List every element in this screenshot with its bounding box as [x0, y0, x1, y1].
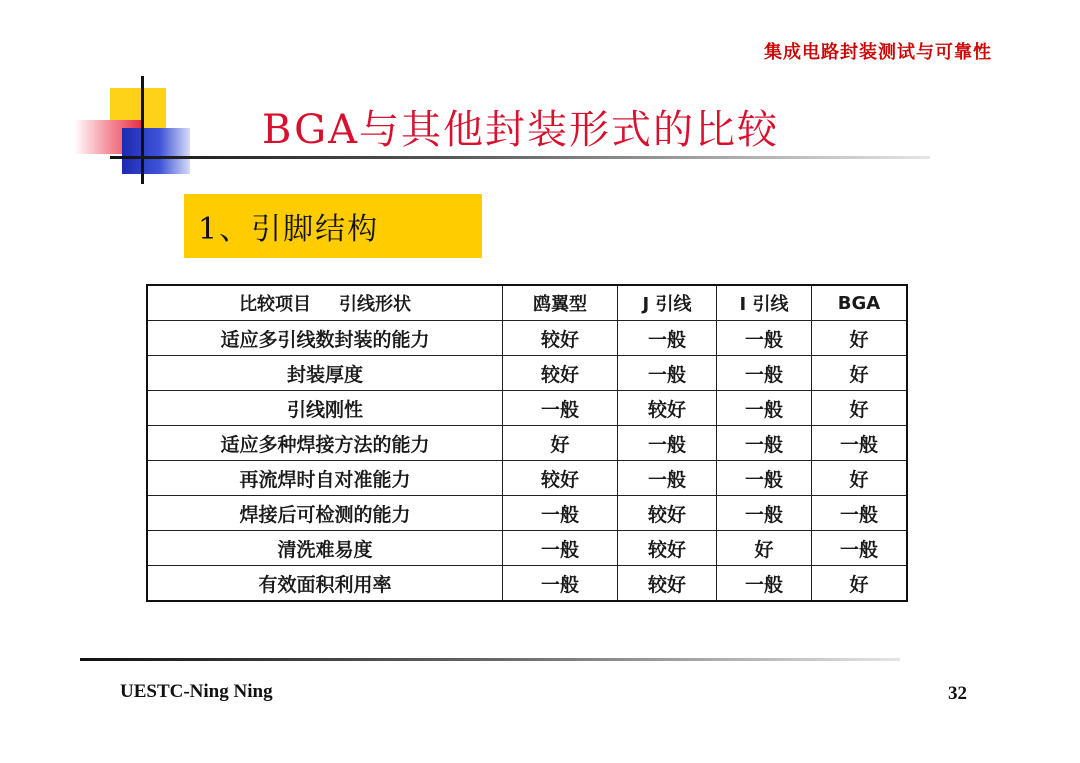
cell-value: 较好 [618, 531, 717, 566]
cell-value: 好 [812, 566, 908, 602]
cell-value: 一般 [717, 426, 812, 461]
footer-author: UESTC-Ning Ning [120, 681, 273, 702]
row-label: 有效面积利用率 [147, 566, 503, 602]
row-label: 适应多引线数封装的能力 [147, 321, 503, 356]
header-cell-bga: BGA [812, 285, 908, 321]
cell-value: 较好 [618, 496, 717, 531]
section-heading-box [184, 194, 482, 258]
cell-value: 较好 [618, 566, 717, 602]
cell-value: 一般 [503, 566, 618, 602]
header-shape-label: 引线形状 [339, 294, 411, 315]
cell-value: 好 [812, 356, 908, 391]
row-label: 再流焊时自对准能力 [147, 461, 503, 496]
cell-value: 一般 [717, 566, 812, 602]
cell-value: 一般 [717, 356, 812, 391]
cell-value: 一般 [503, 391, 618, 426]
course-title: 集成电路封装测试与可靠性 [764, 42, 992, 63]
row-label: 封装厚度 [147, 356, 503, 391]
cell-value: 一般 [812, 496, 908, 531]
cell-value: 好 [812, 461, 908, 496]
cell-value: 好 [812, 321, 908, 356]
cell-value: 好 [812, 391, 908, 426]
row-label: 适应多种焊接方法的能力 [147, 426, 503, 461]
cell-value: 好 [503, 426, 618, 461]
cell-value: 一般 [618, 426, 717, 461]
cell-value: 一般 [812, 426, 908, 461]
decor-blue-block [122, 128, 190, 174]
page-number: 32 [948, 683, 967, 704]
section-label: 1、引脚结构 [198, 212, 380, 247]
header-cell-i-lead: I 引线 [717, 285, 812, 321]
header-cell-gull-wing: 鸥翼型 [503, 285, 618, 321]
row-label: 焊接后可检测的能力 [147, 496, 503, 531]
cell-value: 一般 [717, 321, 812, 356]
table-row [147, 461, 907, 496]
cell-value: 一般 [618, 356, 717, 391]
row-label: 清洗难易度 [147, 531, 503, 566]
header-cell-item [147, 285, 503, 321]
title-underline [110, 156, 930, 159]
table-header-row [147, 285, 907, 321]
header-item-label: 比较项目 [239, 294, 311, 315]
cell-value: 较好 [503, 356, 618, 391]
table-row [147, 566, 907, 602]
cell-value: 较好 [503, 461, 618, 496]
decor-vertical-line [141, 76, 144, 184]
cell-value: 好 [717, 531, 812, 566]
slide-title: BGA与其他封装形式的比较 [262, 107, 779, 153]
cell-value: 一般 [503, 496, 618, 531]
row-label: 引线刚性 [147, 391, 503, 426]
table-row [147, 426, 907, 461]
cell-value: 一般 [618, 461, 717, 496]
cell-value: 一般 [717, 496, 812, 531]
table-row [147, 531, 907, 566]
cell-value: 一般 [812, 531, 908, 566]
table-row [147, 321, 907, 356]
cell-value: 一般 [717, 461, 812, 496]
table-row [147, 391, 907, 426]
table-row [147, 496, 907, 531]
cell-value: 一般 [618, 321, 717, 356]
footer-divider [80, 658, 900, 661]
cell-value: 一般 [717, 391, 812, 426]
cell-value: 较好 [503, 321, 618, 356]
comparison-table [146, 284, 908, 602]
header-cell-j-lead: J 引线 [618, 285, 717, 321]
cell-value: 一般 [503, 531, 618, 566]
cell-value: 较好 [618, 391, 717, 426]
table-row [147, 356, 907, 391]
